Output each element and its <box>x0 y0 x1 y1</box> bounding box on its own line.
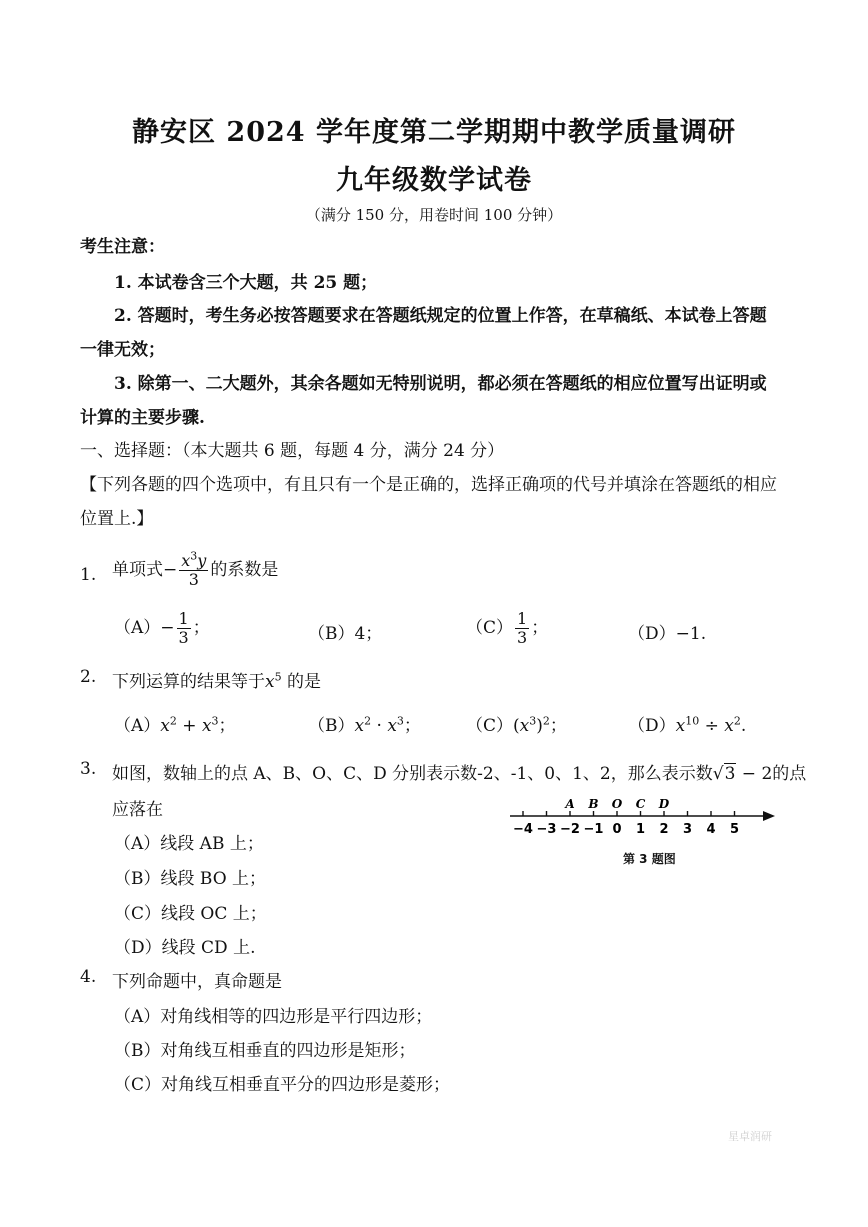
q3-text-line1-tail: 的点 <box>772 764 807 784</box>
q2-option-b-label: （B） <box>308 716 355 736</box>
question-3-number: 3. <box>80 759 97 779</box>
exam-subtitle: （满分 150 分，用卷时间 100 分钟） <box>305 206 563 224</box>
q3-sqrt-expression: √3 − 2 <box>712 764 773 784</box>
notice-item-2: 2. 答题时，考生务必按答题要求在答题纸规定的位置上作答，在草稿纸、本试卷上答题 <box>114 306 767 326</box>
q2-option-c: $(C)(x^3)^2$； <box>466 714 567 736</box>
number-line-tick-label: −2 <box>560 822 580 837</box>
notice-item-3-cont: 计算的主要步骤. <box>80 408 205 428</box>
exam-title-line2: 九年级数学试卷 <box>336 165 532 196</box>
q3-text-line1: 如图，数轴上的点 A、B、O、C、D 分别表示数-2、-1、0、1、2，那么表示数 <box>112 764 713 784</box>
q3-option-b: （B）线段 BO 上； <box>114 869 267 889</box>
question-3-text-line1 <box>112 759 806 784</box>
exam-title-line1: 静安区 2024 学年度第二学期期中教学质量调研 <box>132 117 736 148</box>
number-line-tick-label: 5 <box>729 822 740 837</box>
notice-item-3: 3. 除第一、二大题外，其余各题如无特别说明，都必须在答题纸的相应位置写出证明或 <box>114 374 767 394</box>
number-line-point-letter: D <box>658 797 670 811</box>
q1-option-a: （A）− $\frac{1}{3}$ ； <box>114 609 210 647</box>
q1-option-c: （C） $\frac{1}{3}$ ； <box>466 609 549 647</box>
section1-instruction-2: 位置上.】 <box>80 509 154 529</box>
notice-item-2-cont: 一律无效； <box>80 340 165 360</box>
number-line-tick-label: 3 <box>682 822 693 837</box>
q2-text-before: 下列运算的结果等于 <box>112 672 265 692</box>
number-line-tick-labels <box>513 822 739 837</box>
q2-option-a-label: （A） <box>114 716 161 736</box>
figure-3-caption: 第 3 题图 <box>623 852 676 866</box>
question-3-text-line2: 应落在 <box>112 800 163 820</box>
number-line-tick-label: −3 <box>536 822 557 837</box>
q4-option-b: （B）对角线互相垂直的四边形是矩形； <box>114 1041 416 1061</box>
section1-heading: 一、选择题：（本大题共 6 题，每题 4 分，满分 24 分） <box>80 441 505 461</box>
q1-expression: − $\frac{x^3y}{3}$ <box>163 549 207 589</box>
q3-option-a: （A）线段 AB 上； <box>114 834 264 854</box>
q4-option-c: （C）对角线互相垂直平分的四边形是菱形； <box>114 1075 451 1095</box>
notice-heading: 考生注意： <box>80 237 165 257</box>
number-line-arrow-icon <box>763 811 775 821</box>
q2-text-after: 的是 <box>287 672 321 692</box>
number-line-tick-label: −1 <box>583 822 604 837</box>
number-line-point-letter: O <box>611 797 623 811</box>
q1-option-c-label: （C） <box>466 618 514 638</box>
question-2-text: 下列运算的结果等于$x^5$ 的是 <box>112 670 321 692</box>
q1-option-d: （D）−1. <box>628 624 707 644</box>
number-line-tick-label: 0 <box>612 822 622 837</box>
number-line-tick-label: 2 <box>659 822 669 837</box>
q3-option-c: （C）线段 OC 上； <box>114 904 267 924</box>
q4-option-a: （A）对角线相等的四边形是平行四边形； <box>114 1007 433 1027</box>
number-line-point-letter: C <box>635 797 646 811</box>
q2-option-d: $(D)x^{10} \div x^2$. <box>628 714 747 736</box>
q1-option-a-label: （A） <box>114 618 161 638</box>
q2-option-d-label: （D） <box>628 716 676 736</box>
number-line-point-letter: A <box>565 797 575 811</box>
number-line-point-letter: B <box>588 797 599 811</box>
number-line-tick-label: 4 <box>706 822 716 837</box>
watermark-text: 星卓润研 <box>728 1130 772 1143</box>
q1-text-before: 单项式 <box>112 560 163 580</box>
number-line-tick-label: 1 <box>635 822 646 837</box>
question-1-text <box>112 549 279 589</box>
number-line-tick-label: −4 <box>513 822 533 837</box>
q1-text-after: 的系数是 <box>210 560 279 580</box>
notice-item-1: 1. 本试卷含三个大题，共 25 题； <box>114 273 378 293</box>
question-4-text: 下列命题中，真命题是 <box>112 972 282 992</box>
q2-option-a: $(A)x^2 + x^3$； <box>114 714 236 736</box>
number-line-figure <box>505 790 785 845</box>
number-line-point-letters <box>564 797 669 811</box>
question-2-number: 2. <box>80 667 97 687</box>
question-4-number: 4. <box>80 967 97 987</box>
question-1-number: 1. <box>80 565 97 585</box>
q2-option-b: $(B)x^2 \cdot x^3$； <box>308 714 421 736</box>
q1-option-b: （B）4； <box>308 624 383 644</box>
q2-option-c-label: （C） <box>466 716 514 736</box>
section1-instruction-1: 【下列各题的四个选项中，有且只有一个是正确的，选择正确项的代号并填涂在答题纸的相应 <box>80 475 777 495</box>
q3-option-d: （D）线段 CD 上. <box>114 938 256 958</box>
